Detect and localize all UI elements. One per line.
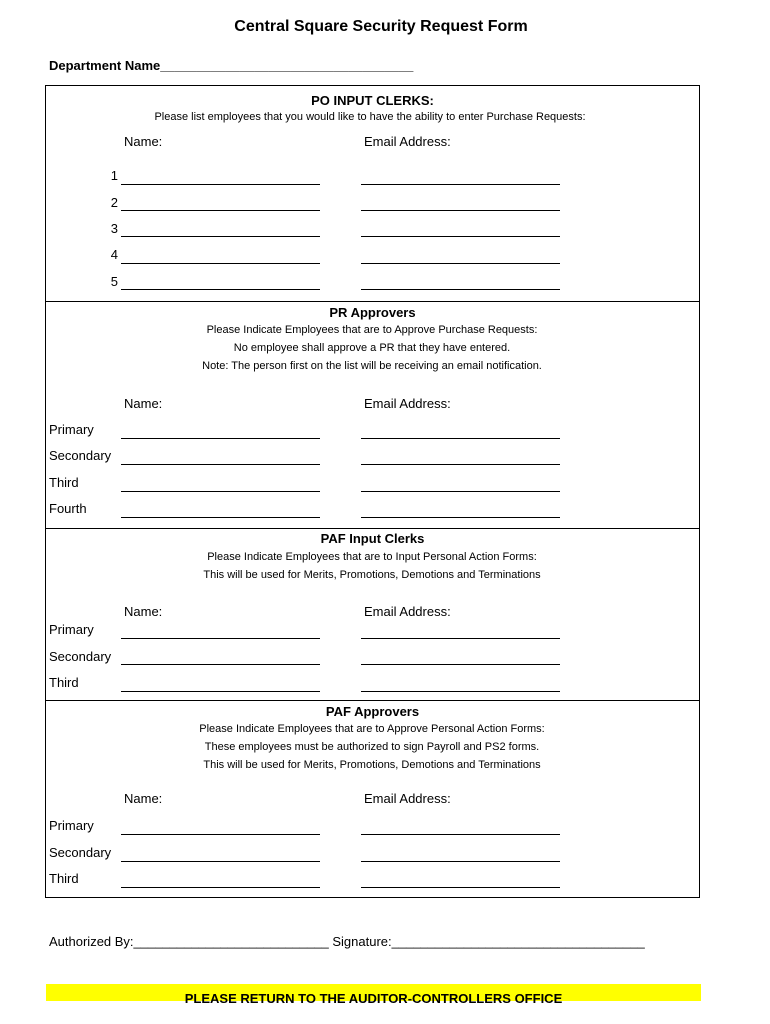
paf-approvers-email-field-third[interactable] [361,887,560,888]
po-section-note: Please list employees that you would like to have the ability to enter Purchase Requests: [154,111,586,123]
pr-section-title: PR Approvers [329,305,416,320]
pr-name-field-fourth[interactable] [121,517,320,518]
paf-approvers-name-field-primary[interactable] [121,834,320,835]
paf-approvers-row-label: Primary [49,818,94,833]
paf-approvers-section-note-3: This will be used for Merits, Promotions, Demotions and Terminations [203,759,541,771]
section-divider [45,301,700,302]
paf-input-name-field-secondary[interactable] [121,664,320,665]
paf-approvers-name-header: Name: [124,791,163,806]
pr-section-note-3: Note: The person first on the list will be receiving an email notification. [202,360,542,372]
paf-approvers-row-label: Third [49,871,79,886]
po-row-number: 2 [110,195,118,210]
po-name-header: Name: [124,134,163,149]
po-email-field-2[interactable] [361,210,560,211]
paf-approvers-section-note-2: These employees must be authorized to sign Payroll and PS2 forms. [204,741,540,753]
po-row-number: 4 [110,247,118,262]
paf-input-name-field-primary[interactable] [121,638,320,639]
pr-row-label: Primary [49,422,94,437]
footer-banner [46,984,701,1006]
pr-email-field-fourth[interactable] [361,517,560,518]
po-section-title: PO INPUT CLERKS: [311,93,434,108]
paf-input-section-note-2: This will be used for Merits, Promotions, Demotions and Terminations [203,569,541,581]
paf-input-email-header: Email Address: [364,604,451,619]
pr-section-note-2: No employee shall approve a PR that they have entered. [233,342,511,354]
paf-input-email-field-primary[interactable] [361,638,560,639]
po-email-field-3[interactable] [361,236,560,237]
paf-input-section-note-1: Please Indicate Employees that are to Input Personal Action Forms: [207,551,537,563]
authorization-signature-line[interactable]: Authorized By:___________________________ Signature:___________________________________ [49,934,645,949]
paf-approvers-name-field-third[interactable] [121,887,320,888]
paf-input-row-label: Secondary [49,649,112,664]
pr-section-note-1: Please Indicate Employees that are to Approve Purchase Requests: [206,324,538,336]
section-divider [45,528,700,529]
paf-input-section-title: PAF Input Clerks [320,531,425,546]
page-title: Central Square Security Request Form [234,18,528,35]
paf-input-email-field-third[interactable] [361,691,560,692]
po-name-field-3[interactable] [121,236,320,237]
paf-approvers-section-note-1: Please Indicate Employees that are to Approve Personal Action Forms: [199,723,545,735]
pr-name-field-primary[interactable] [121,438,320,439]
pr-row-label: Third [49,475,79,490]
pr-name-header: Name: [124,396,163,411]
paf-input-row-label: Third [49,675,79,690]
paf-approvers-section-title: PAF Approvers [325,704,420,719]
footer-text: PLEASE RETURN TO THE AUDITOR-CONTROLLERS OFFICE [184,991,563,1006]
paf-input-name-field-third[interactable] [121,691,320,692]
po-name-field-5[interactable] [121,289,320,290]
po-email-field-1[interactable] [361,184,560,185]
po-name-field-2[interactable] [121,210,320,211]
paf-approvers-email-header: Email Address: [364,791,451,806]
po-name-field-4[interactable] [121,263,320,264]
pr-email-field-secondary[interactable] [361,464,560,465]
pr-row-label: Fourth [49,501,87,516]
po-email-field-4[interactable] [361,263,560,264]
po-email-header: Email Address: [364,134,451,149]
po-row-number: 3 [110,221,118,236]
pr-row-label: Secondary [49,448,112,463]
paf-approvers-email-field-primary[interactable] [361,834,560,835]
paf-input-email-field-secondary[interactable] [361,664,560,665]
po-email-field-5[interactable] [361,289,560,290]
paf-approvers-name-field-secondary[interactable] [121,861,320,862]
paf-input-row-label: Primary [49,622,94,637]
department-name-field[interactable]: Department Name___________________________________ [49,58,414,73]
pr-email-field-primary[interactable] [361,438,560,439]
paf-input-name-header: Name: [124,604,163,619]
pr-name-field-third[interactable] [121,491,320,492]
po-name-field-1[interactable] [121,184,320,185]
paf-approvers-row-label: Secondary [49,845,112,860]
pr-email-field-third[interactable] [361,491,560,492]
section-divider [45,700,700,701]
paf-approvers-email-field-secondary[interactable] [361,861,560,862]
pr-name-field-secondary[interactable] [121,464,320,465]
po-row-number: 1 [110,168,118,183]
pr-email-header: Email Address: [364,396,451,411]
po-row-number: 5 [110,274,118,289]
